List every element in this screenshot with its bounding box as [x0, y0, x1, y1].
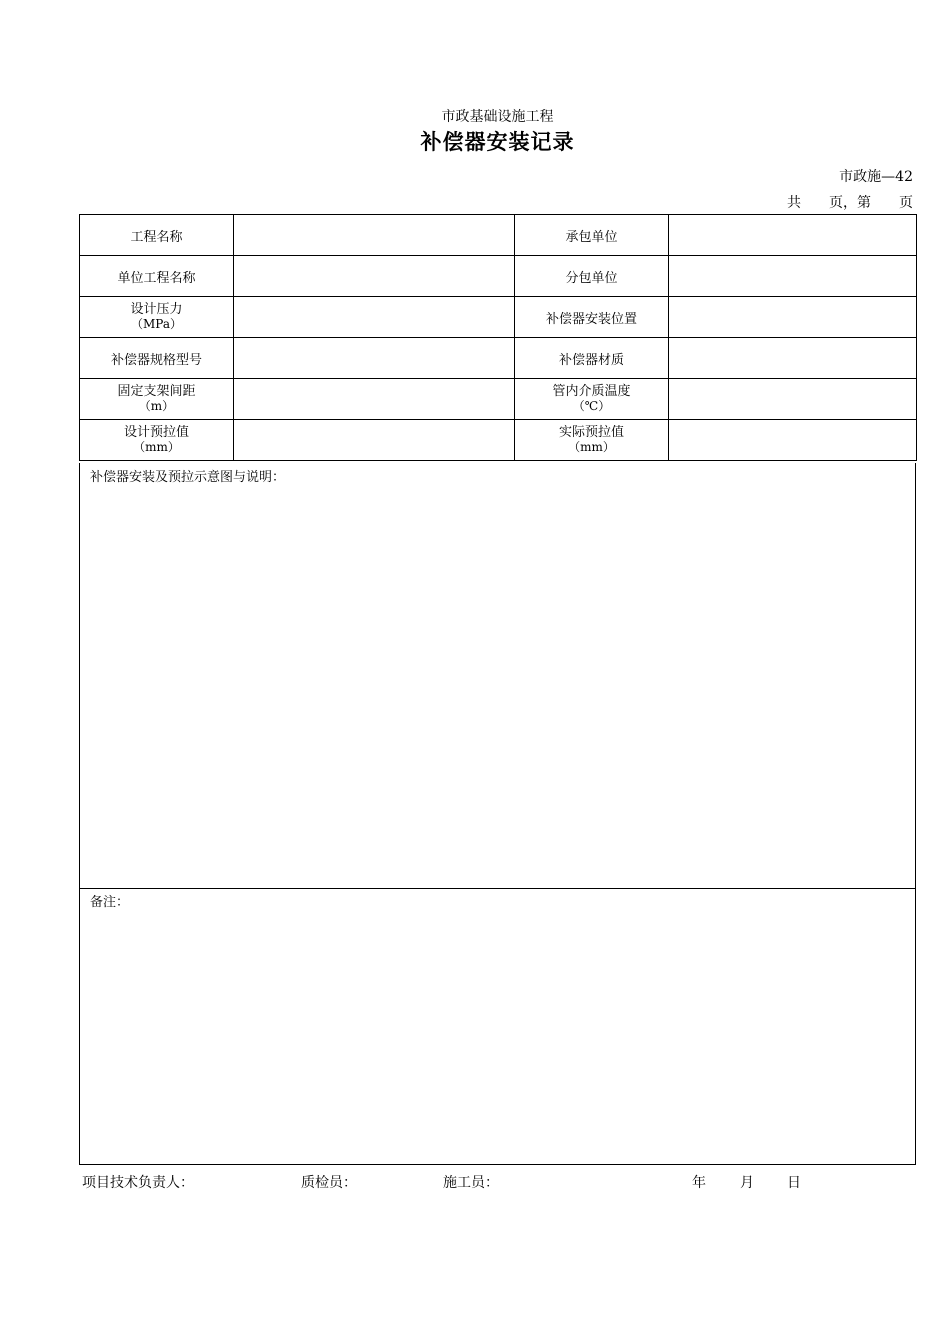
design-prestretch-label [80, 420, 234, 461]
install-location-field[interactable] [669, 297, 917, 338]
form-subtitle: 市政基础设施工程 [441, 109, 554, 125]
notes-area[interactable] [79, 888, 916, 1165]
project-name-field[interactable] [234, 215, 515, 256]
support-spacing-field[interactable] [234, 379, 515, 420]
sketch-label: 补偿器安装及预拉示意图与说明： [90, 470, 286, 485]
tech-lead-label: 项目技术负责人： [82, 1175, 194, 1191]
design-prestretch-field[interactable] [234, 420, 515, 461]
support-spacing-text: 固定支架间距 [117, 384, 196, 399]
month-label: 月 [740, 1175, 754, 1191]
actual-prestretch-field[interactable] [669, 420, 917, 461]
medium-temp-unit: （℃） [572, 399, 611, 413]
project-name-label: 工程名称 [80, 215, 234, 256]
material-field[interactable] [669, 338, 917, 379]
contractor-field[interactable] [669, 215, 917, 256]
form-code: 市政施—42 [839, 169, 913, 185]
table-row [80, 420, 917, 461]
spec-model-field[interactable] [234, 338, 515, 379]
support-spacing-label [80, 379, 234, 420]
table-row [80, 215, 917, 256]
support-spacing-unit: （m） [138, 399, 175, 413]
year-label: 年 [692, 1175, 706, 1191]
material-label: 补偿器材质 [515, 338, 669, 379]
design-pressure-field[interactable] [234, 297, 515, 338]
actual-prestretch-text: 实际预拉值 [558, 425, 624, 440]
notes-label: 备注： [90, 895, 130, 910]
medium-temp-field[interactable] [669, 379, 917, 420]
constructor-label: 施工员： [443, 1175, 499, 1191]
unit-project-name-field[interactable] [234, 256, 515, 297]
subcontractor-label: 分包单位 [515, 256, 669, 297]
page-info: 共 页，第 页 [787, 195, 913, 211]
medium-temp-text: 管内介质温度 [552, 384, 631, 399]
medium-temp-label [515, 379, 669, 420]
table-row [80, 297, 917, 338]
actual-prestretch-unit: （mm） [568, 440, 615, 454]
form-title: 补偿器安装记录 [420, 129, 575, 154]
design-prestretch-unit: （mm） [133, 440, 180, 454]
table-row [80, 379, 917, 420]
unit-project-name-label: 单位工程名称 [80, 256, 234, 297]
sketch-area[interactable] [79, 463, 916, 889]
design-prestretch-text: 设计预拉值 [123, 425, 189, 440]
inspector-label: 质检员： [301, 1175, 357, 1191]
design-pressure-text: 设计压力 [130, 302, 183, 317]
spec-model-label: 补偿器规格型号 [80, 338, 234, 379]
design-pressure-label [80, 297, 234, 338]
subcontractor-field[interactable] [669, 256, 917, 297]
table-row [80, 338, 917, 379]
install-location-label: 补偿器安装位置 [515, 297, 669, 338]
day-label: 日 [787, 1175, 801, 1191]
design-pressure-unit: （MPa） [131, 317, 182, 331]
actual-prestretch-label [515, 420, 669, 461]
contractor-label: 承包单位 [515, 215, 669, 256]
info-table [79, 214, 917, 461]
table-row [80, 256, 917, 297]
